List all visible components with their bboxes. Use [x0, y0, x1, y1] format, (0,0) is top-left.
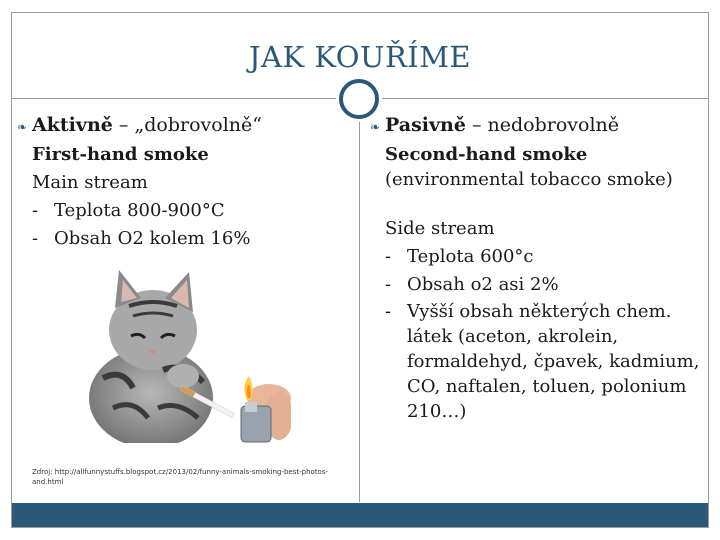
image-source-credit: Zdroj: http://allfunnystuffs.blogspot.cz/2013/02/funny-animals-smoking-best-photos-and.html	[32, 468, 329, 486]
right-heading-rest: – nedobrovolně	[465, 114, 620, 136]
right-subheading: Second-hand smoke	[385, 144, 588, 165]
list-item: - Teplota 800-900°C	[32, 200, 225, 221]
right-column	[369, 111, 705, 424]
list-item: - Obsah o2 asi 2%	[385, 274, 559, 295]
list-item: - Obsah O2 kolem 16%	[32, 228, 251, 249]
bullet-icon: ❧	[369, 120, 381, 134]
kitten-lighter-photo-icon	[33, 258, 291, 443]
left-column	[16, 111, 352, 253]
left-stream: Main stream	[32, 172, 148, 193]
left-heading	[16, 111, 352, 141]
column-divider	[359, 98, 360, 502]
kitten-photo	[33, 258, 291, 443]
bullet-icon: ❧	[16, 120, 28, 134]
list-item: - Teplota 600°c	[385, 246, 534, 267]
slide-title: JAK KOUŘÍME	[248, 40, 472, 74]
left-subheading: First-hand smoke	[32, 144, 209, 165]
left-heading-bold: Aktivně	[32, 114, 113, 136]
right-heading-bold: Pasivně	[385, 114, 466, 136]
right-heading	[369, 111, 705, 141]
right-subheading-note: (environmental tobacco smoke)	[385, 169, 673, 190]
left-heading-rest: – „dobrovolně“	[112, 114, 262, 136]
right-stream: Side stream	[385, 218, 495, 239]
footer-bar	[12, 503, 708, 527]
spacer	[385, 191, 705, 215]
list-item: - Vyšší obsah některých chem. látek (aceton, akrolein, formaldehyd, čpavek, kadmium, CO, naftalen, toluen, polonium 210…)	[385, 301, 700, 422]
